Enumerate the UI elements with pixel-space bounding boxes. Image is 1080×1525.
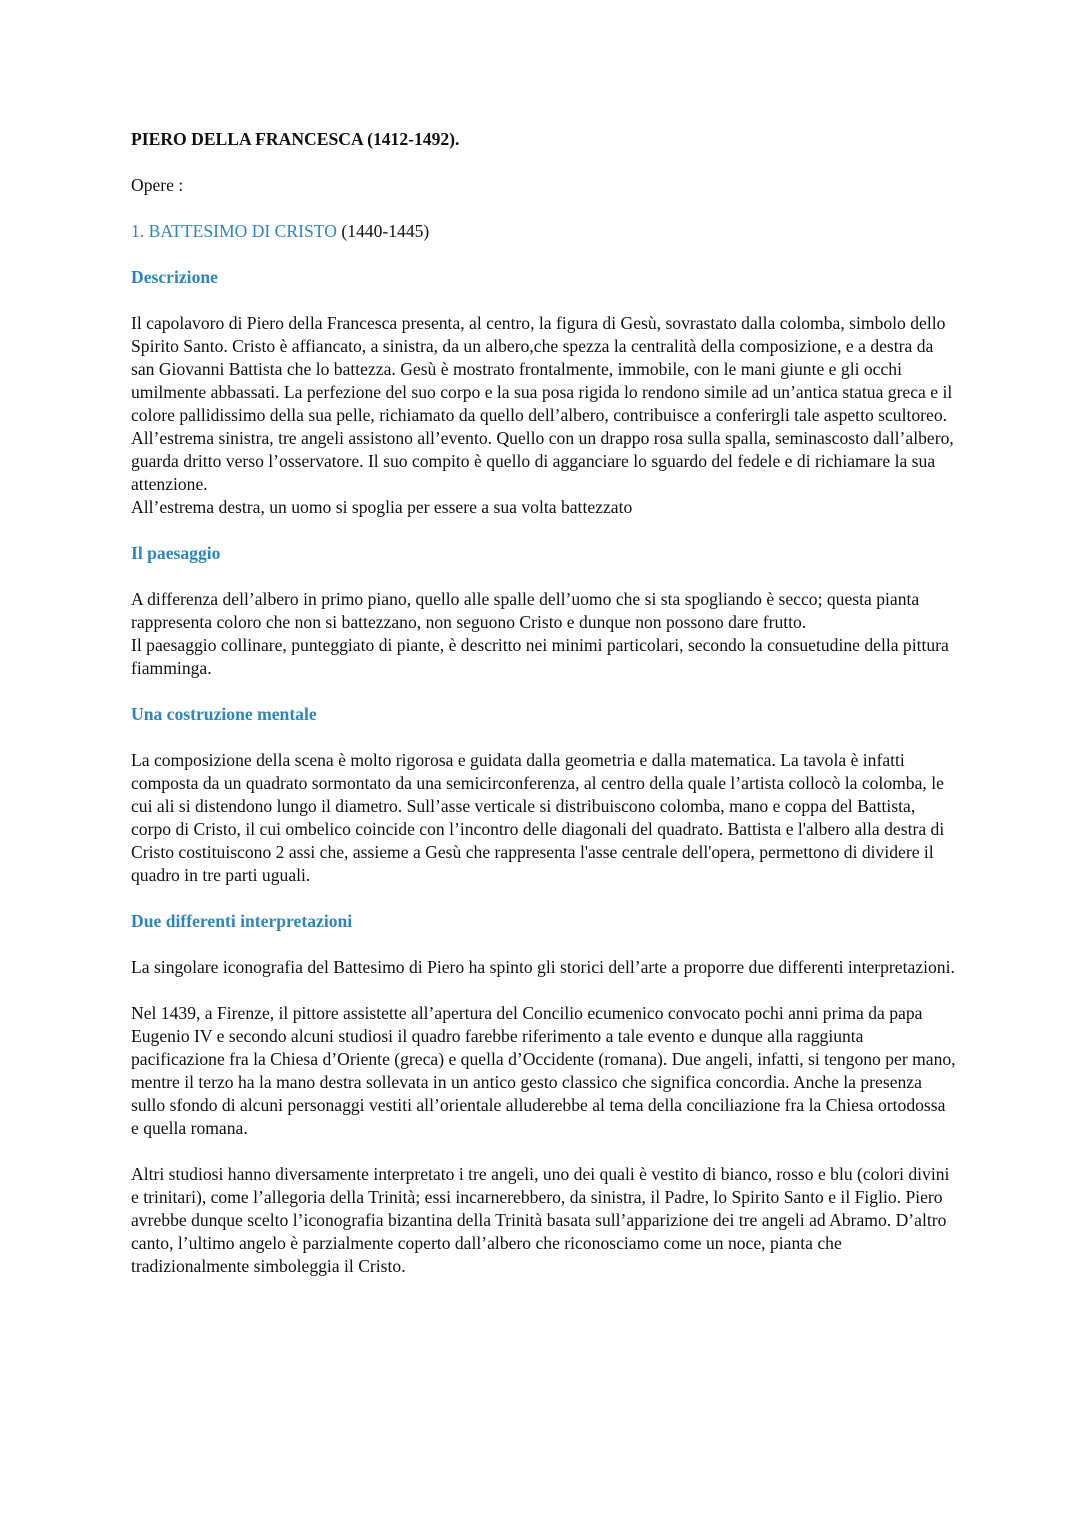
descrizione-paragraph-2: All’estrema destra, un uomo si spoglia per essere a sua volta battezzato bbox=[131, 497, 633, 517]
descrizione-paragraph-1: Il capolavoro di Piero della Francesca presenta, al centro, la figura di Gesù, sovrastato dalla colomba, simbolo dello Spirito Santo. Cristo è affiancato, a sinistra, da un albero,che spezza la centralità della composizione, e a destra da san Giovanni Battista che lo battezza. Gesù è mostrato frontalmente, immobile, con le mani giunte e gli occhi umilmente abbassati. La perfezione del suo corpo e la sua posa rigida lo rendono simile ad un’antica statua greca e il colore pallidissimo della sua pelle, richiamato da quello dell’albero, contribuisce a conferirgli tale aspetto scultoreo. All’estrema sinistra, tre angeli assistono all’evento. Quello con un drappo rosa sulla spalla, seminascosto dall’albero, guarda dritto verso l’osservatore. Il suo compito è quello di agganciare lo sguardo del fedele e di richiamare la sua attenzione. bbox=[131, 313, 954, 494]
work-name: 1. BATTESIMO DI CRISTO bbox=[131, 221, 337, 241]
work-heading bbox=[131, 220, 956, 243]
paesaggio-paragraph-1: A differenza dell’albero in primo piano, quello alle spalle dell’uomo che si sta spogliando è secco; questa pianta rappresenta coloro che non si battezzano, non seguono Cristo e dunque non possono dare frutto. bbox=[131, 589, 920, 632]
paesaggio-paragraph-2: Il paesaggio collinare, punteggiato di piante, è descritto nei minimi particolari, secondo la consuetudine della pittura fiamminga. bbox=[131, 635, 949, 678]
document-title: PIERO DELLA FRANCESCA (1412-1492). bbox=[131, 129, 460, 149]
section-heading-interpretazioni: Due differenti interpretazioni bbox=[131, 911, 353, 931]
work-dates: (1440-1445) bbox=[336, 221, 430, 241]
section-heading-descrizione: Descrizione bbox=[131, 267, 218, 287]
document-page bbox=[131, 128, 956, 1278]
section-heading-paesaggio: Il paesaggio bbox=[131, 543, 221, 563]
opere-label: Opere : bbox=[131, 175, 184, 195]
costruzione-paragraph-1: La composizione della scena è molto rigorosa e guidata dalla geometria e dalla matematica. La tavola è infatti composta da un quadrato sormontato da una semicirconferenza, al centro della quale l’artista collocò la colomba, le cui ali si distendono lungo il diametro. Sull’asse verticale si distribuiscono colomba, mano e coppa del Battista, corpo di Cristo, il cui ombelico coincide con l’incontro delle diagonali del quadrato. Battista e l'albero alla destra di Cristo costituiscono 2 assi che, assieme a Gesù che rappresenta l'asse centrale dell'opera, permettono di dividere il quadro in tre parti uguali. bbox=[131, 750, 945, 885]
interpretazioni-paragraph-1: La singolare iconografia del Battesimo di Piero ha spinto gli storici dell’arte a proporre due differenti interpretazioni. bbox=[131, 957, 955, 977]
interpretazioni-paragraph-2: Nel 1439, a Firenze, il pittore assistette all’apertura del Concilio ecumenico convocato pochi anni prima da papa Eugenio IV e secondo alcuni studiosi il quadro farebbe riferimento a tale evento e dunque alla raggiunta pacificazione fra la Chiesa d’Oriente (greca) e quella d’Occidente (romana). Due angeli, infatti, si tengono per mano, mentre il terzo ha la mano destra sollevata in un antico gesto classico che significa concordia. Anche la presenza sullo sfondo di alcuni personaggi vestiti all’orientale alluderebbe al tema della conciliazione fra la Chiesa ortodossa e quella romana. bbox=[131, 1003, 956, 1138]
interpretazioni-paragraph-3: Altri studiosi hanno diversamente interpretato i tre angeli, uno dei quali è vestito di bianco, rosso e blu (colori divini e trinitari), come l’allegoria della Trinità; essi incarnerebbero, da sinistra, il Padre, lo Spirito Santo e il Figlio. Piero avrebbe dunque scelto l’iconografia bizantina della Trinità basata sull’apparizione dei tre angeli ad Abramo. D’altro canto, l’ultimo angelo è parzialmente coperto dall’albero che riconosciamo come un noce, pianta che tradizionalmente simboleggia il Cristo. bbox=[131, 1164, 950, 1276]
section-heading-costruzione: Una costruzione mentale bbox=[131, 704, 317, 724]
